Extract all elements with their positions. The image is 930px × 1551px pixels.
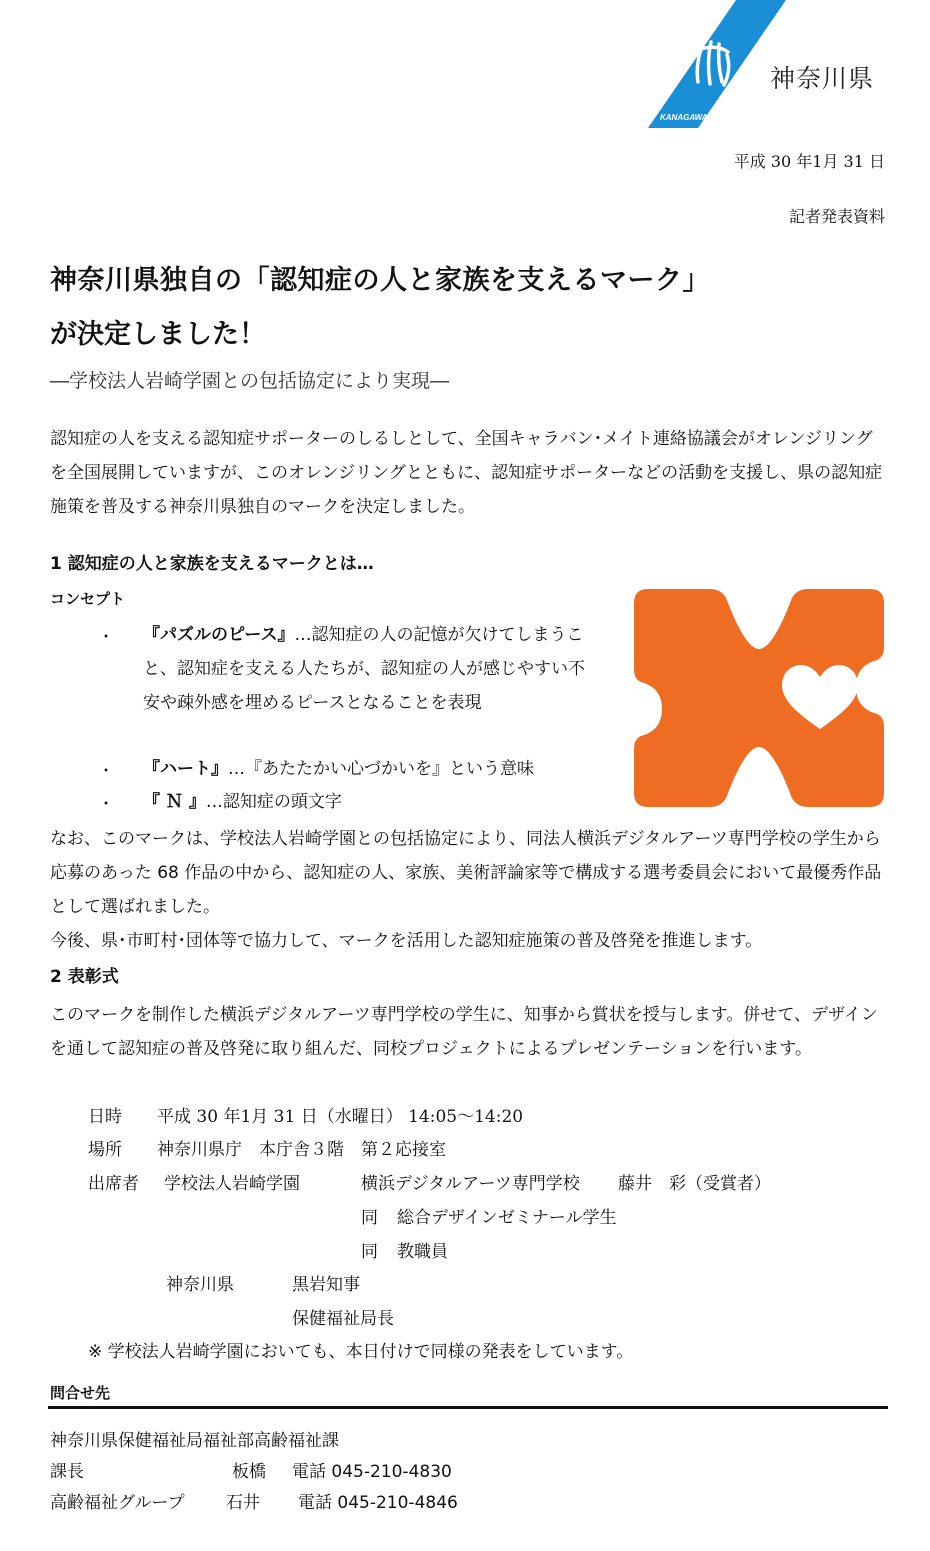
bullet-term: 『ハート』 — [143, 759, 228, 779]
bullet-description: …認知症の人の記憶が欠けてしまうこと、認知症を支える人たちが、認知症の人が感じやすい不安や疎外感を埋めるピースとなることを表現 — [143, 625, 585, 713]
dementia-support-mark-icon — [634, 589, 884, 807]
bullet-n — [143, 785, 588, 819]
attendee-org2: 神奈川県 — [166, 1275, 234, 1295]
contact-phone: 電話 045-210-4846 — [298, 1493, 458, 1513]
attendee-same-1: 同 — [361, 1208, 378, 1228]
prefecture-name: 神奈川県 — [770, 64, 875, 93]
section-1-heading: 1 認知症の人と家族を支えるマークとは… — [50, 554, 374, 574]
attendee-org1: 学校法人岩崎学園 — [164, 1174, 300, 1194]
contact-role: 高齢福祉グループ — [50, 1493, 185, 1513]
bullet-dot: ・ — [98, 627, 115, 646]
contact-phone: 電話 045-210-4830 — [292, 1462, 452, 1482]
contact-divider — [48, 1406, 888, 1409]
attendee-staff: 教職員 — [397, 1242, 448, 1262]
contact-role: 課長 — [50, 1462, 84, 1482]
attendee-director: 保健福祉局長 — [292, 1309, 394, 1329]
bullet-dot: ・ — [98, 761, 115, 780]
bullet-term: 『パズルのピース』 — [143, 625, 295, 645]
contact-label: 問合せ先 — [50, 1384, 111, 1402]
bullet-description: …認知症の頭文字 — [205, 792, 342, 812]
release-date: 平成 30 年1月 31 日 — [733, 152, 885, 171]
bullet-heart — [143, 752, 588, 786]
attendees-label: 出席者 — [88, 1174, 139, 1194]
attendee-students: 総合デザインゼミナール学生 — [397, 1208, 617, 1228]
kanagawa-logo-text: KANAGAWA — [660, 113, 708, 122]
kanagawa-logo — [648, 0, 898, 128]
attendee-same-2: 同 — [361, 1242, 378, 1262]
page-title: 神奈川県独自の「認知症の人と家族を支えるマーク」 — [50, 265, 710, 296]
contact-department: 神奈川県保健福祉局福祉部高齢福祉課 — [50, 1431, 339, 1451]
bullet-puzzle-piece — [143, 618, 588, 720]
section-2-heading: 2 表彰式 — [50, 967, 119, 987]
contact-name: 石井 — [226, 1493, 260, 1513]
attendee-school: 横浜デジタルアーツ専門学校 — [361, 1174, 580, 1194]
ceremony-paragraph: このマークを制作した横浜デジタルアーツ専門学校の学生に、知事から賞状を授与します。併せて、デザインを通して認知症の普及啓発に取り組んだ、同校プロジェクトによるプレゼンテーションを行います。 — [50, 1005, 878, 1059]
bullet-term: 『 Ｎ 』 — [143, 792, 206, 812]
page-title-line2: が決定しました！ — [50, 319, 266, 350]
contact-name: 板橋 — [232, 1462, 266, 1482]
intro-paragraph: 認知症の人を支える認知症サポーターのしるしとして、全国キャラバン･メイト連絡協議会がオレンジリングを全国展開していますが、このオレンジリングとともに、認知症サポーターなどの活動を支援し、県の認知症施策を普及する神奈川県独自のマークを決定しました。 — [50, 429, 883, 517]
note-paragraph: なお、このマークは、学校法人岩崎学園との包括協定により、同法人横浜デジタルアーツ専門学校の学生から応募のあった 68 作品の中から、認知症の人、家族、美術評論家等で構成する選考委員会において最優秀作品として選ばれました。 — [50, 829, 882, 917]
datetime-value: 平成 30 年1月 31 日（水曜日） 14:05～14:20 — [157, 1107, 524, 1127]
place-value: 神奈川県庁 本庁舎３階 第２応接室 — [157, 1140, 446, 1160]
attendee-person: 藤井 彩（受賞者） — [618, 1174, 771, 1194]
attendee-governor: 黒岩知事 — [292, 1275, 360, 1295]
release-type: 記者発表資料 — [788, 207, 885, 226]
footnote: ※ 学校法人岩崎学園においても、本日付けで同様の発表をしています。 — [88, 1342, 634, 1362]
bullet-description: …『あたたかい心づかいを』という意味 — [228, 759, 534, 779]
future-paragraph: 今後、県･市町村･団体等で協力して、マークを活用した認知症施策の普及啓発を推進します。 — [50, 931, 763, 951]
bullet-dot: ・ — [98, 794, 115, 813]
datetime-label: 日時 — [88, 1107, 122, 1127]
place-label: 場所 — [88, 1140, 122, 1160]
concept-label: コンセプト — [50, 590, 126, 608]
page-subtitle: ―学校法人岩崎学園との包括協定により実現― — [50, 370, 450, 392]
